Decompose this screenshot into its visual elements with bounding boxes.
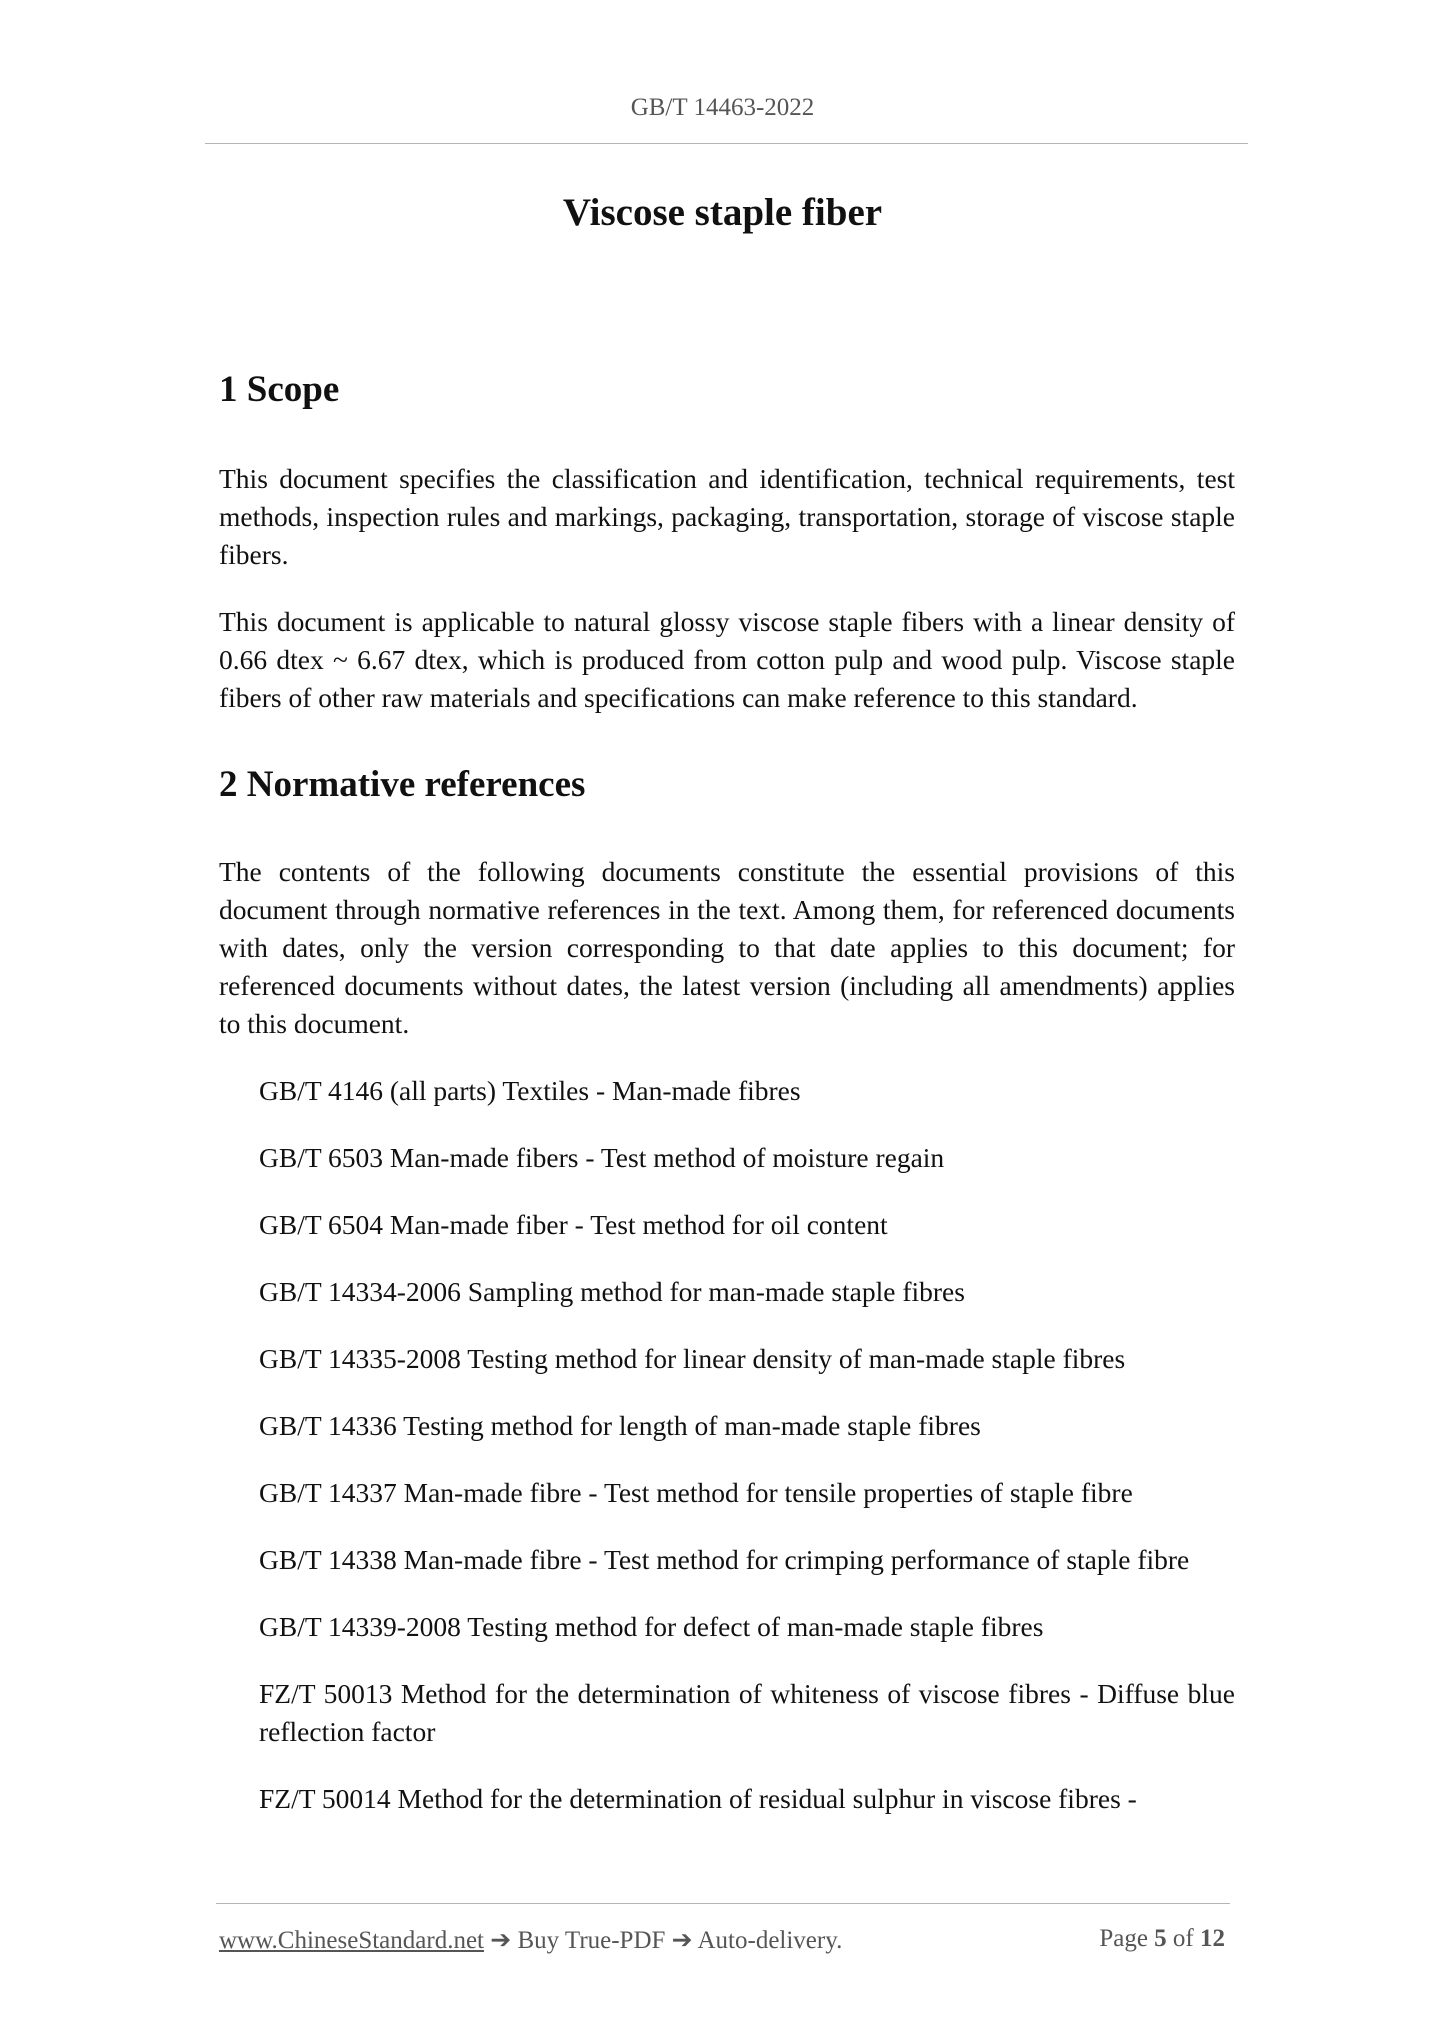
page-label: Page <box>1099 1925 1148 1952</box>
scope-paragraph: This document is applicable to natural glossy viscose staple fibers with a linear density of 0.66 dtex ~ 6.67 dtex, which is produced from cotton pulp and wood pulp. Viscose staple fibers of other raw materials and specifications can make reference to this standard. <box>219 606 1235 713</box>
reference-item: GB/T 6504 Man-made fiber - Test method for oil content <box>259 1209 888 1240</box>
scope-paragraph: This document specifies the classification and identification, technical requirements, test methods, inspection rules and markings, packaging, transportation, storage of viscose staple fibers. <box>219 463 1235 570</box>
normative-reference-list <box>219 1072 1235 1818</box>
header-divider <box>205 143 1248 144</box>
reference-item: GB/T 14335-2008 Testing method for linear density of man-made staple fibres <box>259 1343 1126 1374</box>
footer-promo <box>219 1925 842 1955</box>
page-number <box>1099 1925 1225 1953</box>
document-title: Viscose staple fiber <box>562 191 883 234</box>
reference-item: GB/T 6503 Man-made fibers - Test method of moisture regain <box>259 1142 945 1173</box>
reference-item: GB/T 4146 (all parts) Textiles - Man-made fibres <box>259 1075 801 1106</box>
reference-item: GB/T 14337 Man-made fibre - Test method for tensile properties of staple fibre <box>259 1477 1133 1508</box>
page-current: 5 <box>1154 1925 1167 1952</box>
header-standard-code: GB/T 14463-2022 <box>630 94 815 121</box>
footer-promo-text: ➔ Buy True-PDF ➔ Auto-delivery. <box>490 1927 843 1954</box>
page-of-label: of <box>1172 1925 1194 1952</box>
normative-intro-paragraph: The contents of the following documents constitute the essential provisions of this document through normative references in the text. Among them, for referenced documents with dates, only the version corresponding to that date applies to this document; for referenced documents without dates, the latest version (including all amendments) applies to this document. <box>219 856 1235 1039</box>
reference-item: GB/T 14334-2006 Sampling method for man-made staple fibres <box>259 1276 965 1307</box>
reference-item: GB/T 14339-2008 Testing method for defect of man-made staple fibres <box>259 1611 1044 1642</box>
page-total: 12 <box>1200 1925 1225 1952</box>
reference-item: FZ/T 50013 Method for the determination of whiteness of viscose fibres - Diffuse blue reflection factor <box>259 1678 1235 1747</box>
document-body <box>219 360 1235 1818</box>
footer-divider <box>216 1903 1230 1904</box>
section-heading-normative-references: 2 Normative references <box>219 764 586 805</box>
section-heading-scope: 1 Scope <box>219 369 340 410</box>
site-link[interactable]: www.ChineseStandard.net <box>219 1927 484 1954</box>
reference-item: FZ/T 50014 Method for the determination of residual sulphur in viscose fibres - <box>259 1783 1137 1814</box>
reference-item: GB/T 14336 Testing method for length of man-made staple fibres <box>259 1410 981 1441</box>
reference-item: GB/T 14338 Man-made fibre - Test method for crimping performance of staple fibre <box>259 1544 1190 1575</box>
